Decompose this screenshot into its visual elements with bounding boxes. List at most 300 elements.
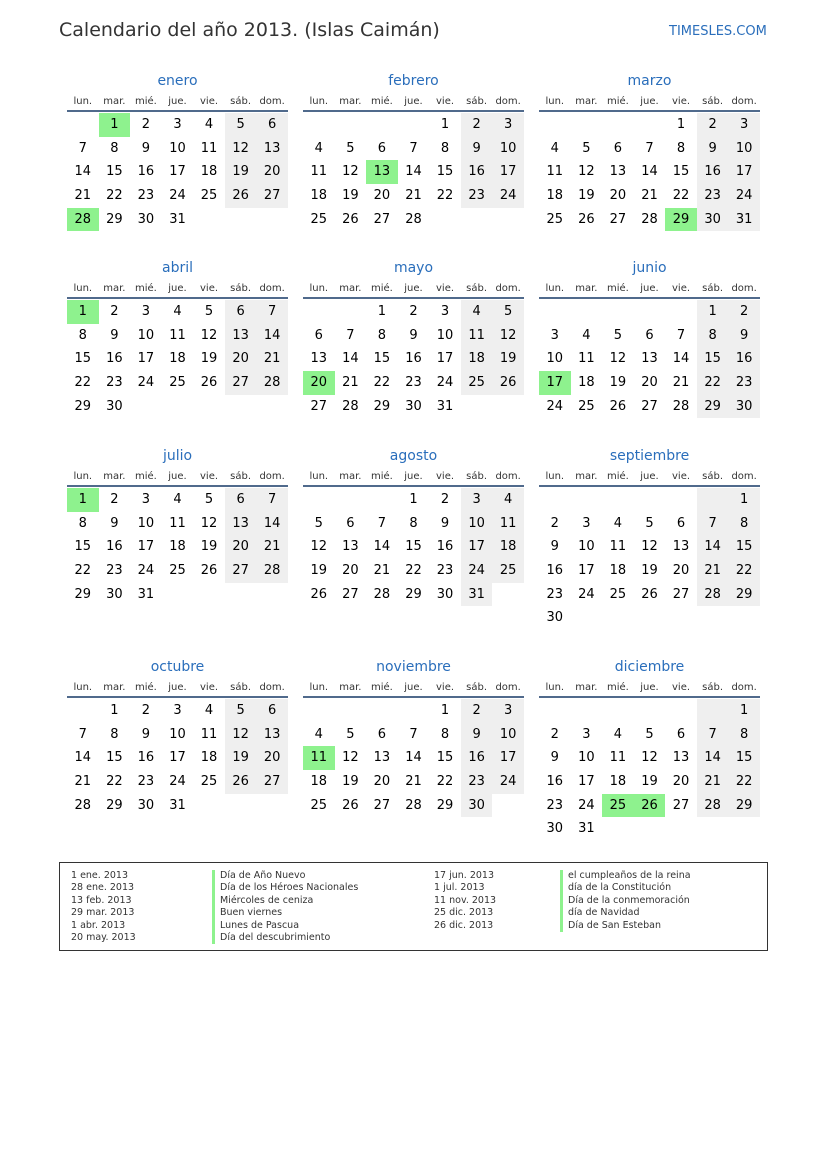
day-cell[interactable]: 5 <box>346 726 355 742</box>
day-cell[interactable]: 21 <box>74 774 92 790</box>
day-cell[interactable]: 24 <box>436 375 454 391</box>
day-cell[interactable]: 4 <box>613 726 623 742</box>
day-cell[interactable]: 19 <box>342 774 359 790</box>
day-cell[interactable]: 22 <box>106 774 123 790</box>
day-cell[interactable]: 23 <box>546 586 564 602</box>
day-cell[interactable]: 13 <box>225 512 257 536</box>
day-cell[interactable]: 20 <box>256 160 288 184</box>
day-cell[interactable]: 15 <box>106 750 123 766</box>
day-cell[interactable]: 9 <box>110 327 119 343</box>
day-cell[interactable]: 10 <box>546 351 564 367</box>
day-cell[interactable]: 18 <box>169 539 186 555</box>
day-cell[interactable]: 14 <box>74 750 92 766</box>
day-cell[interactable]: 31 <box>169 797 186 813</box>
day-cell[interactable]: 9 <box>550 539 559 555</box>
day-cell[interactable]: 28 <box>373 586 391 602</box>
day-cell[interactable]: 11 <box>578 351 595 367</box>
day-cell[interactable]: 16 <box>546 774 564 790</box>
day-cell[interactable]: 12 <box>310 539 328 555</box>
day-cell[interactable]: 6 <box>225 488 257 512</box>
day-cell[interactable]: 26 <box>342 797 359 813</box>
day-cell[interactable]: 14 <box>697 746 729 770</box>
day-cell[interactable]: 5 <box>225 699 257 723</box>
day-cell[interactable]: 27 <box>373 797 391 813</box>
day-cell[interactable]: 8 <box>110 726 119 742</box>
day-cell[interactable]: 21 <box>697 559 729 583</box>
day-cell[interactable]: 7 <box>346 327 355 343</box>
day-cell[interactable]: 9 <box>728 324 760 348</box>
day-cell[interactable]: 5 <box>645 726 654 742</box>
day-cell[interactable]: 16 <box>461 746 493 770</box>
day-cell[interactable]: 25 <box>200 774 218 790</box>
day-cell[interactable]: 17 <box>578 774 595 790</box>
day-cell[interactable]: 29 <box>106 797 123 813</box>
holiday-day-cell[interactable]: 1 <box>67 488 99 512</box>
day-cell[interactable]: 1 <box>110 703 119 718</box>
day-cell[interactable]: 11 <box>169 327 186 343</box>
day-cell[interactable]: 22 <box>405 563 422 579</box>
day-cell[interactable]: 12 <box>641 539 658 555</box>
holiday-day-cell[interactable]: 28 <box>67 208 99 232</box>
day-cell[interactable]: 5 <box>204 304 214 319</box>
day-cell[interactable]: 20 <box>373 774 391 790</box>
day-cell[interactable]: 5 <box>613 327 623 343</box>
day-cell[interactable]: 23 <box>697 184 729 208</box>
holiday-day-cell[interactable]: 1 <box>67 300 99 324</box>
day-cell[interactable]: 15 <box>74 539 92 555</box>
day-cell[interactable]: 14 <box>697 535 729 559</box>
day-cell[interactable]: 17 <box>492 746 524 770</box>
day-cell[interactable]: 10 <box>578 750 595 766</box>
day-cell[interactable]: 16 <box>546 563 564 579</box>
holiday-day-cell[interactable]: 13 <box>366 160 398 184</box>
day-cell[interactable]: 17 <box>169 750 186 766</box>
day-cell[interactable]: 6 <box>225 300 257 324</box>
brand-link[interactable]: TIMESLES.COM <box>669 24 767 39</box>
day-cell[interactable]: 22 <box>728 770 760 794</box>
day-cell[interactable]: 30 <box>137 211 155 227</box>
day-cell[interactable]: 7 <box>256 300 288 324</box>
day-cell[interactable]: 7 <box>645 140 654 156</box>
day-cell[interactable]: 4 <box>613 515 623 531</box>
day-cell[interactable]: 26 <box>225 184 257 208</box>
day-cell[interactable]: 23 <box>137 774 155 790</box>
day-cell[interactable]: 25 <box>310 797 328 813</box>
day-cell[interactable]: 14 <box>405 164 422 180</box>
day-cell[interactable]: 23 <box>546 797 564 813</box>
day-cell[interactable]: 18 <box>492 535 524 559</box>
day-cell[interactable]: 18 <box>546 188 564 204</box>
day-cell[interactable]: 7 <box>256 488 288 512</box>
day-cell[interactable]: 28 <box>342 398 359 414</box>
day-cell[interactable]: 6 <box>645 327 654 343</box>
day-cell[interactable]: 20 <box>225 347 257 371</box>
day-cell[interactable]: 10 <box>492 723 524 747</box>
day-cell[interactable]: 11 <box>609 750 627 766</box>
day-cell[interactable]: 4 <box>461 300 493 324</box>
day-cell[interactable]: 10 <box>137 515 155 531</box>
day-cell[interactable]: 27 <box>672 586 690 602</box>
day-cell[interactable]: 14 <box>256 324 288 348</box>
day-cell[interactable]: 11 <box>310 164 328 180</box>
day-cell[interactable]: 7 <box>676 327 686 343</box>
day-cell[interactable]: 19 <box>342 188 359 204</box>
day-cell[interactable]: 28 <box>256 371 288 395</box>
day-cell[interactable]: 24 <box>578 797 595 813</box>
day-cell[interactable]: 19 <box>641 774 658 790</box>
day-cell[interactable]: 24 <box>546 398 564 414</box>
day-cell[interactable]: 1 <box>440 117 450 132</box>
day-cell[interactable]: 27 <box>225 559 257 583</box>
day-cell[interactable]: 27 <box>225 371 257 395</box>
day-cell[interactable]: 7 <box>697 512 729 536</box>
day-cell[interactable]: 7 <box>697 723 729 747</box>
day-cell[interactable]: 29 <box>728 583 760 607</box>
day-cell[interactable]: 21 <box>641 188 658 204</box>
day-cell[interactable]: 13 <box>256 723 288 747</box>
day-cell[interactable]: 1 <box>377 304 387 319</box>
day-cell[interactable]: 15 <box>697 347 729 371</box>
day-cell[interactable]: 24 <box>169 188 186 204</box>
day-cell[interactable]: 23 <box>405 375 422 391</box>
day-cell[interactable]: 25 <box>310 211 328 227</box>
day-cell[interactable]: 4 <box>314 726 323 742</box>
day-cell[interactable]: 24 <box>492 184 524 208</box>
day-cell[interactable]: 22 <box>106 188 123 204</box>
day-cell[interactable]: 9 <box>461 723 493 747</box>
day-cell[interactable]: 4 <box>204 117 214 132</box>
day-cell[interactable]: 19 <box>641 563 658 579</box>
day-cell[interactable]: 21 <box>342 375 359 391</box>
day-cell[interactable]: 10 <box>492 137 524 161</box>
holiday-day-cell[interactable]: 11 <box>303 746 335 770</box>
day-cell[interactable]: 28 <box>697 794 729 818</box>
day-cell[interactable]: 2 <box>550 515 559 531</box>
day-cell[interactable]: 10 <box>169 140 186 156</box>
day-cell[interactable]: 30 <box>106 586 123 602</box>
day-cell[interactable]: 26 <box>200 375 218 391</box>
day-cell[interactable]: 28 <box>256 559 288 583</box>
day-cell[interactable]: 31 <box>578 821 595 837</box>
day-cell[interactable]: 3 <box>141 492 151 507</box>
day-cell[interactable]: 17 <box>436 351 454 367</box>
day-cell[interactable]: 31 <box>169 211 186 227</box>
day-cell[interactable]: 8 <box>78 327 87 343</box>
day-cell[interactable]: 13 <box>641 351 658 367</box>
day-cell[interactable]: 3 <box>141 304 151 319</box>
day-cell[interactable]: 25 <box>578 398 595 414</box>
day-cell[interactable]: 28 <box>697 583 729 607</box>
day-cell[interactable]: 27 <box>256 184 288 208</box>
day-cell[interactable]: 11 <box>609 539 627 555</box>
day-cell[interactable]: 8 <box>440 726 450 742</box>
day-cell[interactable]: 26 <box>342 211 359 227</box>
day-cell[interactable]: 8 <box>409 515 418 531</box>
day-cell[interactable]: 18 <box>310 774 328 790</box>
day-cell[interactable]: 29 <box>436 797 454 813</box>
day-cell[interactable]: 10 <box>436 327 454 343</box>
day-cell[interactable]: 21 <box>405 774 422 790</box>
day-cell[interactable]: 14 <box>672 351 690 367</box>
day-cell[interactable]: 26 <box>310 586 328 602</box>
day-cell[interactable]: 22 <box>436 774 454 790</box>
day-cell[interactable]: 6 <box>256 113 288 137</box>
day-cell[interactable]: 6 <box>676 515 686 531</box>
day-cell[interactable]: 8 <box>377 327 387 343</box>
day-cell[interactable]: 14 <box>641 164 658 180</box>
day-cell[interactable]: 12 <box>609 351 627 367</box>
day-cell[interactable]: 17 <box>492 160 524 184</box>
day-cell[interactable]: 2 <box>409 304 418 319</box>
day-cell[interactable]: 20 <box>672 563 690 579</box>
day-cell[interactable]: 21 <box>256 535 288 559</box>
day-cell[interactable]: 26 <box>609 398 627 414</box>
day-cell[interactable]: 27 <box>609 211 627 227</box>
day-cell[interactable]: 24 <box>728 184 760 208</box>
day-cell[interactable]: 6 <box>377 726 387 742</box>
day-cell[interactable]: 25 <box>200 188 218 204</box>
day-cell[interactable]: 18 <box>609 563 627 579</box>
day-cell[interactable]: 1 <box>440 703 450 718</box>
day-cell[interactable]: 9 <box>141 726 151 742</box>
day-cell[interactable]: 16 <box>461 160 493 184</box>
day-cell[interactable]: 26 <box>225 770 257 794</box>
day-cell[interactable]: 21 <box>405 188 422 204</box>
day-cell[interactable]: 28 <box>672 398 690 414</box>
day-cell[interactable]: 21 <box>74 188 92 204</box>
day-cell[interactable]: 31 <box>461 583 493 607</box>
day-cell[interactable]: 23 <box>728 371 760 395</box>
day-cell[interactable]: 27 <box>641 398 658 414</box>
day-cell[interactable]: 10 <box>578 539 595 555</box>
day-cell[interactable]: 2 <box>728 300 760 324</box>
day-cell[interactable]: 19 <box>578 188 595 204</box>
day-cell[interactable]: 17 <box>461 535 493 559</box>
day-cell[interactable]: 25 <box>609 586 627 602</box>
day-cell[interactable]: 1 <box>728 488 760 512</box>
day-cell[interactable]: 12 <box>492 324 524 348</box>
day-cell[interactable]: 27 <box>672 797 690 813</box>
day-cell[interactable]: 12 <box>200 327 218 343</box>
day-cell[interactable]: 13 <box>373 750 391 766</box>
day-cell[interactable]: 3 <box>461 488 493 512</box>
day-cell[interactable]: 11 <box>169 515 186 531</box>
day-cell[interactable]: 29 <box>74 586 92 602</box>
day-cell[interactable]: 17 <box>728 160 760 184</box>
day-cell[interactable]: 15 <box>373 351 391 367</box>
holiday-day-cell[interactable]: 17 <box>539 371 571 395</box>
day-cell[interactable]: 2 <box>110 492 119 507</box>
day-cell[interactable]: 20 <box>225 535 257 559</box>
day-cell[interactable]: 21 <box>672 375 690 391</box>
day-cell[interactable]: 16 <box>728 347 760 371</box>
day-cell[interactable]: 2 <box>550 726 559 742</box>
day-cell[interactable]: 10 <box>461 512 493 536</box>
day-cell[interactable]: 11 <box>461 324 493 348</box>
day-cell[interactable]: 20 <box>641 375 658 391</box>
day-cell[interactable]: 23 <box>461 770 493 794</box>
day-cell[interactable]: 30 <box>461 794 493 818</box>
day-cell[interactable]: 16 <box>137 750 155 766</box>
day-cell[interactable]: 19 <box>225 160 257 184</box>
day-cell[interactable]: 10 <box>169 726 186 742</box>
day-cell[interactable]: 16 <box>697 160 729 184</box>
day-cell[interactable]: 13 <box>256 137 288 161</box>
day-cell[interactable]: 5 <box>314 515 323 531</box>
day-cell[interactable]: 23 <box>106 563 123 579</box>
day-cell[interactable]: 19 <box>492 347 524 371</box>
day-cell[interactable]: 9 <box>409 327 418 343</box>
day-cell[interactable]: 18 <box>310 188 328 204</box>
day-cell[interactable]: 30 <box>546 821 564 837</box>
day-cell[interactable]: 15 <box>728 746 760 770</box>
day-cell[interactable]: 10 <box>728 137 760 161</box>
day-cell[interactable]: 5 <box>582 140 591 156</box>
day-cell[interactable]: 28 <box>405 211 422 227</box>
day-cell[interactable]: 26 <box>492 371 524 395</box>
day-cell[interactable]: 19 <box>310 563 328 579</box>
day-cell[interactable]: 16 <box>436 539 454 555</box>
day-cell[interactable]: 21 <box>373 563 391 579</box>
day-cell[interactable]: 25 <box>461 371 493 395</box>
day-cell[interactable]: 6 <box>676 726 686 742</box>
day-cell[interactable]: 18 <box>200 750 218 766</box>
day-cell[interactable]: 12 <box>225 723 257 747</box>
day-cell[interactable]: 29 <box>697 395 729 419</box>
day-cell[interactable]: 13 <box>225 324 257 348</box>
day-cell[interactable]: 8 <box>728 723 760 747</box>
day-cell[interactable]: 2 <box>440 492 450 507</box>
day-cell[interactable]: 3 <box>582 726 591 742</box>
day-cell[interactable]: 15 <box>436 164 454 180</box>
day-cell[interactable]: 21 <box>697 770 729 794</box>
holiday-day-cell[interactable]: 26 <box>634 794 666 818</box>
day-cell[interactable]: 2 <box>141 703 151 718</box>
day-cell[interactable]: 16 <box>137 164 155 180</box>
day-cell[interactable]: 12 <box>225 137 257 161</box>
day-cell[interactable]: 23 <box>436 563 454 579</box>
day-cell[interactable]: 2 <box>461 113 493 137</box>
day-cell[interactable]: 18 <box>609 774 627 790</box>
day-cell[interactable]: 19 <box>200 351 218 367</box>
day-cell[interactable]: 13 <box>342 539 359 555</box>
day-cell[interactable]: 22 <box>74 375 92 391</box>
day-cell[interactable]: 30 <box>728 395 760 419</box>
holiday-day-cell[interactable]: 20 <box>303 371 335 395</box>
day-cell[interactable]: 13 <box>672 539 690 555</box>
day-cell[interactable]: 11 <box>200 140 218 156</box>
day-cell[interactable]: 26 <box>578 211 595 227</box>
day-cell[interactable]: 4 <box>550 140 559 156</box>
day-cell[interactable]: 3 <box>492 699 524 723</box>
day-cell[interactable]: 8 <box>440 140 450 156</box>
day-cell[interactable]: 22 <box>373 375 391 391</box>
day-cell[interactable]: 2 <box>141 117 151 132</box>
day-cell[interactable]: 9 <box>110 515 119 531</box>
day-cell[interactable]: 6 <box>377 140 387 156</box>
day-cell[interactable]: 27 <box>310 398 328 414</box>
day-cell[interactable]: 17 <box>137 351 155 367</box>
day-cell[interactable]: 4 <box>173 492 182 507</box>
day-cell[interactable]: 4 <box>582 327 591 343</box>
day-cell[interactable]: 9 <box>697 137 729 161</box>
day-cell[interactable]: 6 <box>346 515 355 531</box>
day-cell[interactable]: 14 <box>342 351 359 367</box>
day-cell[interactable]: 18 <box>169 351 186 367</box>
day-cell[interactable]: 29 <box>106 211 123 227</box>
day-cell[interactable]: 30 <box>106 398 123 414</box>
day-cell[interactable]: 30 <box>697 208 729 232</box>
day-cell[interactable]: 3 <box>582 515 591 531</box>
day-cell[interactable]: 12 <box>200 515 218 531</box>
day-cell[interactable]: 5 <box>645 515 654 531</box>
day-cell[interactable]: 5 <box>346 140 355 156</box>
day-cell[interactable]: 5 <box>225 113 257 137</box>
day-cell[interactable]: 19 <box>609 375 627 391</box>
day-cell[interactable]: 8 <box>78 515 87 531</box>
day-cell[interactable]: 24 <box>492 770 524 794</box>
day-cell[interactable]: 28 <box>74 797 92 813</box>
day-cell[interactable]: 29 <box>74 398 92 414</box>
day-cell[interactable]: 4 <box>314 140 323 156</box>
day-cell[interactable]: 4 <box>204 703 214 718</box>
day-cell[interactable]: 31 <box>137 586 155 602</box>
day-cell[interactable]: 29 <box>373 398 391 414</box>
day-cell[interactable]: 23 <box>461 184 493 208</box>
day-cell[interactable]: 20 <box>609 188 627 204</box>
day-cell[interactable]: 30 <box>546 610 564 626</box>
day-cell[interactable]: 1 <box>676 117 686 132</box>
day-cell[interactable]: 20 <box>672 774 690 790</box>
day-cell[interactable]: 11 <box>546 164 564 180</box>
day-cell[interactable]: 28 <box>641 211 658 227</box>
day-cell[interactable]: 14 <box>373 539 391 555</box>
day-cell[interactable]: 31 <box>728 208 760 232</box>
day-cell[interactable]: 24 <box>169 774 186 790</box>
day-cell[interactable]: 7 <box>409 140 418 156</box>
day-cell[interactable]: 15 <box>405 539 422 555</box>
day-cell[interactable]: 17 <box>169 164 186 180</box>
day-cell[interactable]: 18 <box>461 347 493 371</box>
day-cell[interactable]: 14 <box>74 164 92 180</box>
day-cell[interactable]: 25 <box>492 559 524 583</box>
day-cell[interactable]: 22 <box>697 371 729 395</box>
day-cell[interactable]: 5 <box>492 300 524 324</box>
day-cell[interactable]: 30 <box>405 398 422 414</box>
day-cell[interactable]: 14 <box>256 512 288 536</box>
day-cell[interactable]: 18 <box>200 164 218 180</box>
day-cell[interactable]: 15 <box>74 351 92 367</box>
holiday-day-cell[interactable]: 1 <box>99 113 131 137</box>
day-cell[interactable]: 12 <box>342 750 359 766</box>
day-cell[interactable]: 13 <box>672 750 690 766</box>
day-cell[interactable]: 9 <box>440 515 450 531</box>
day-cell[interactable]: 14 <box>405 750 422 766</box>
day-cell[interactable]: 16 <box>405 351 422 367</box>
day-cell[interactable]: 22 <box>74 563 92 579</box>
day-cell[interactable]: 25 <box>169 375 186 391</box>
day-cell[interactable]: 8 <box>110 140 119 156</box>
day-cell[interactable]: 7 <box>409 726 418 742</box>
day-cell[interactable]: 16 <box>106 539 123 555</box>
day-cell[interactable]: 6 <box>314 327 323 343</box>
day-cell[interactable]: 24 <box>578 586 595 602</box>
day-cell[interactable]: 5 <box>204 492 214 507</box>
day-cell[interactable]: 7 <box>377 515 387 531</box>
day-cell[interactable]: 2 <box>110 304 119 319</box>
day-cell[interactable]: 9 <box>550 750 559 766</box>
day-cell[interactable]: 18 <box>578 375 595 391</box>
